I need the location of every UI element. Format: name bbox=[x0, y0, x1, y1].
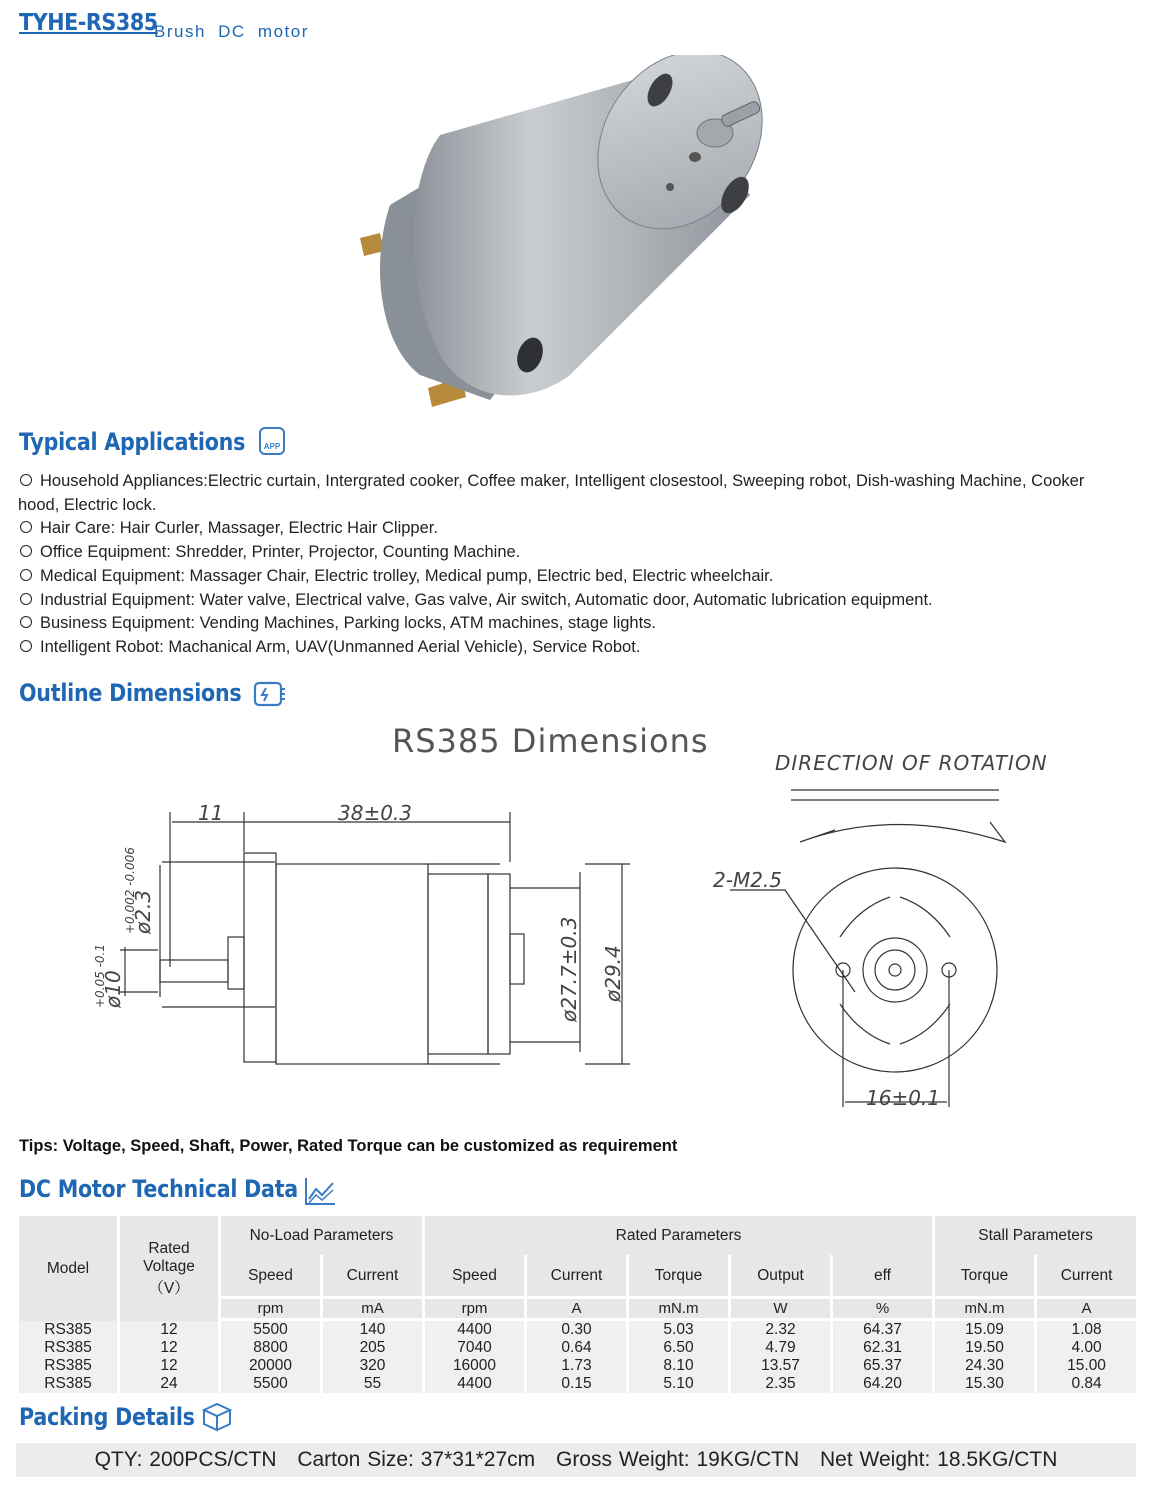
table-cell: 64.37 bbox=[833, 1321, 932, 1339]
dim-shaft-diameter: ø2.3 bbox=[131, 889, 155, 934]
table-cell: 5.03 bbox=[629, 1321, 728, 1339]
dim-screw: 2-M2.5 bbox=[713, 868, 783, 892]
column-header: Torque bbox=[935, 1255, 1034, 1299]
table-cell: 12 bbox=[120, 1321, 218, 1339]
header-model: Model bbox=[19, 1216, 117, 1321]
tips-text: Tips: Voltage, Speed, Shaft, Power, Rated Torque can be customized as requirement bbox=[19, 1137, 678, 1155]
section-title-applications: Typical Applications bbox=[19, 428, 246, 456]
table-row bbox=[19, 1339, 1136, 1357]
list-item: Household Appliances:Electric curtain, Intergrated cooker, Coffee maker, Intelligent closestool, Sweeping robot, Dish-washing Machine, Cooker hood, Electric lock. bbox=[18, 472, 1085, 514]
table-cell: 6.50 bbox=[629, 1339, 728, 1357]
table-cell: 15.09 bbox=[935, 1321, 1034, 1339]
table-cell: 320 bbox=[323, 1357, 422, 1375]
column-header: Speed bbox=[425, 1255, 524, 1299]
table-cell: 13.57 bbox=[731, 1357, 830, 1375]
unit-cell: mN.m bbox=[629, 1299, 728, 1321]
product-subtitle: Brush DC motor bbox=[154, 22, 309, 41]
section-title-outline: Outline Dimensions bbox=[19, 679, 242, 707]
unit-cell: % bbox=[833, 1299, 932, 1321]
packing-net-weight: Net Weight: 18.5KG/CTN bbox=[820, 1448, 1058, 1471]
list-item: Industrial Equipment: Water valve, Electrical valve, Gas valve, Air switch, Automatic door, Automatic lubrication equipment. bbox=[18, 589, 1128, 613]
table-cell: 62.31 bbox=[833, 1339, 932, 1357]
circle-bullet-icon bbox=[20, 474, 32, 486]
packing-qty: QTY: 200PCS/CTN bbox=[94, 1448, 277, 1471]
dim-shaft-length: 11 bbox=[198, 801, 224, 825]
dim-body-length: 38±0.3 bbox=[338, 801, 413, 825]
side-view bbox=[93, 801, 630, 1064]
table-cell: 65.37 bbox=[833, 1357, 932, 1375]
column-header: Torque bbox=[629, 1255, 728, 1299]
dim-boss-tolerance: +0.05 -0.1 bbox=[93, 943, 107, 1008]
list-item: Hair Care: Hair Curler, Massager, Electric Hair Clipper. bbox=[18, 517, 1128, 541]
table-cell: 24.30 bbox=[935, 1357, 1034, 1375]
column-header: Current bbox=[323, 1255, 422, 1299]
dimension-icon bbox=[252, 680, 288, 708]
table-cell: 205 bbox=[323, 1339, 422, 1357]
column-header: Speed bbox=[221, 1255, 320, 1299]
table-cell: RS385 bbox=[19, 1357, 117, 1375]
table-cell: 12 bbox=[120, 1357, 218, 1375]
packing-details-bar bbox=[16, 1443, 1136, 1477]
dim-can-inner: ø27.7±0.3 bbox=[557, 916, 581, 1022]
table-cell: 4.00 bbox=[1037, 1339, 1136, 1357]
unit-cell: rpm bbox=[425, 1299, 524, 1321]
unit-cell: A bbox=[1037, 1299, 1136, 1321]
list-item: Intelligent Robot: Machanical Arm, UAV(Unmanned Aerial Vehicle), Service Robot. bbox=[18, 636, 1128, 660]
table-cell: 2.35 bbox=[731, 1375, 830, 1393]
circle-bullet-icon bbox=[20, 593, 32, 605]
dim-can-outer: ø29.4 bbox=[601, 945, 625, 1002]
section-title-technical: DC Motor Technical Data bbox=[19, 1175, 298, 1203]
motor-body bbox=[360, 55, 770, 407]
header-group-rated: Rated Parameters bbox=[425, 1216, 932, 1255]
rotation-label: DIRECTION OF ROTATION bbox=[775, 751, 1048, 775]
front-view bbox=[713, 790, 1005, 1110]
table-cell: 0.30 bbox=[527, 1321, 626, 1339]
table-cell: 19.50 bbox=[935, 1339, 1034, 1357]
circle-bullet-icon bbox=[20, 616, 32, 628]
table-cell: 20000 bbox=[221, 1357, 320, 1375]
dim-shaft-tolerance: +0.002 -0.006 bbox=[123, 847, 137, 934]
motor-photo bbox=[350, 55, 770, 425]
table-cell: 4400 bbox=[425, 1375, 524, 1393]
column-header: Current bbox=[527, 1255, 626, 1299]
table-cell: 0.64 bbox=[527, 1339, 626, 1357]
dimension-drawing bbox=[0, 712, 1152, 1112]
column-header: Current bbox=[1037, 1255, 1136, 1299]
section-title-packing: Packing Details bbox=[19, 1403, 195, 1431]
list-item: Office Equipment: Shredder, Printer, Projector, Counting Machine. bbox=[18, 541, 1128, 565]
table-cell: 16000 bbox=[425, 1357, 524, 1375]
table-cell: 5500 bbox=[221, 1375, 320, 1393]
table-cell: 15.30 bbox=[935, 1375, 1034, 1393]
table-cell: 8800 bbox=[221, 1339, 320, 1357]
table-cell: 0.84 bbox=[1037, 1375, 1136, 1393]
circle-bullet-icon bbox=[20, 569, 32, 581]
table-cell: 4.79 bbox=[731, 1339, 830, 1357]
unit-cell: W bbox=[731, 1299, 830, 1321]
packing-carton-size: Carton Size: 37*31*27cm bbox=[297, 1448, 536, 1471]
circle-bullet-icon bbox=[20, 521, 32, 533]
table-cell: 12 bbox=[120, 1339, 218, 1357]
app-icon: APP bbox=[259, 427, 285, 455]
table-cell: 1.08 bbox=[1037, 1321, 1136, 1339]
table-cell: 0.15 bbox=[527, 1375, 626, 1393]
table-cell: 4400 bbox=[425, 1321, 524, 1339]
unit-cell: A bbox=[527, 1299, 626, 1321]
unit-cell: mA bbox=[323, 1299, 422, 1321]
header-rated-voltage: Rated Voltage （V） bbox=[120, 1216, 218, 1321]
unit-cell: rpm bbox=[221, 1299, 320, 1321]
dim-boss-diameter: ø10 bbox=[101, 970, 125, 1008]
package-box-icon bbox=[200, 1400, 234, 1432]
table-cell: 1.73 bbox=[527, 1357, 626, 1375]
column-header: Output bbox=[731, 1255, 830, 1299]
table-cell: 64.20 bbox=[833, 1375, 932, 1393]
circle-bullet-icon bbox=[20, 545, 32, 557]
packing-gross-weight: Gross Weight: 19KG/CTN bbox=[555, 1448, 800, 1471]
table-cell: 5.10 bbox=[629, 1375, 728, 1393]
table-cell: 7040 bbox=[425, 1339, 524, 1357]
column-header: eff bbox=[833, 1255, 932, 1299]
table-row bbox=[19, 1375, 1136, 1393]
table-cell: RS385 bbox=[19, 1375, 117, 1393]
table-cell: RS385 bbox=[19, 1321, 117, 1339]
drawing-title: RS385 Dimensions bbox=[392, 722, 709, 760]
dim-hole-span: 16±0.1 bbox=[866, 1086, 941, 1110]
table-cell: 55 bbox=[323, 1375, 422, 1393]
table-cell: 8.10 bbox=[629, 1357, 728, 1375]
line-chart-icon bbox=[303, 1175, 337, 1207]
technical-data-table bbox=[16, 1216, 1139, 1393]
table-cell: 15.00 bbox=[1037, 1357, 1136, 1375]
table-cell: RS385 bbox=[19, 1339, 117, 1357]
list-item: Business Equipment: Vending Machines, Parking locks, ATM machines, stage lights. bbox=[18, 612, 1128, 636]
table-cell: 140 bbox=[323, 1321, 422, 1339]
table-row bbox=[19, 1357, 1136, 1375]
product-model-code: TYHE-RS385 bbox=[19, 10, 158, 36]
table-cell: 24 bbox=[120, 1375, 218, 1393]
list-item: Medical Equipment: Massager Chair, Electric trolley, Medical pump, Electric bed, Electric wheelchair. bbox=[18, 565, 1128, 589]
table-cell: 5500 bbox=[221, 1321, 320, 1339]
table-row bbox=[19, 1321, 1136, 1339]
header-group-stall: Stall Parameters bbox=[935, 1216, 1136, 1255]
unit-cell: mN.m bbox=[935, 1299, 1034, 1321]
table-cell: 2.32 bbox=[731, 1321, 830, 1339]
applications-list bbox=[18, 470, 1128, 660]
header-group-noload: No-Load Parameters bbox=[221, 1216, 422, 1255]
circle-bullet-icon bbox=[20, 640, 32, 652]
